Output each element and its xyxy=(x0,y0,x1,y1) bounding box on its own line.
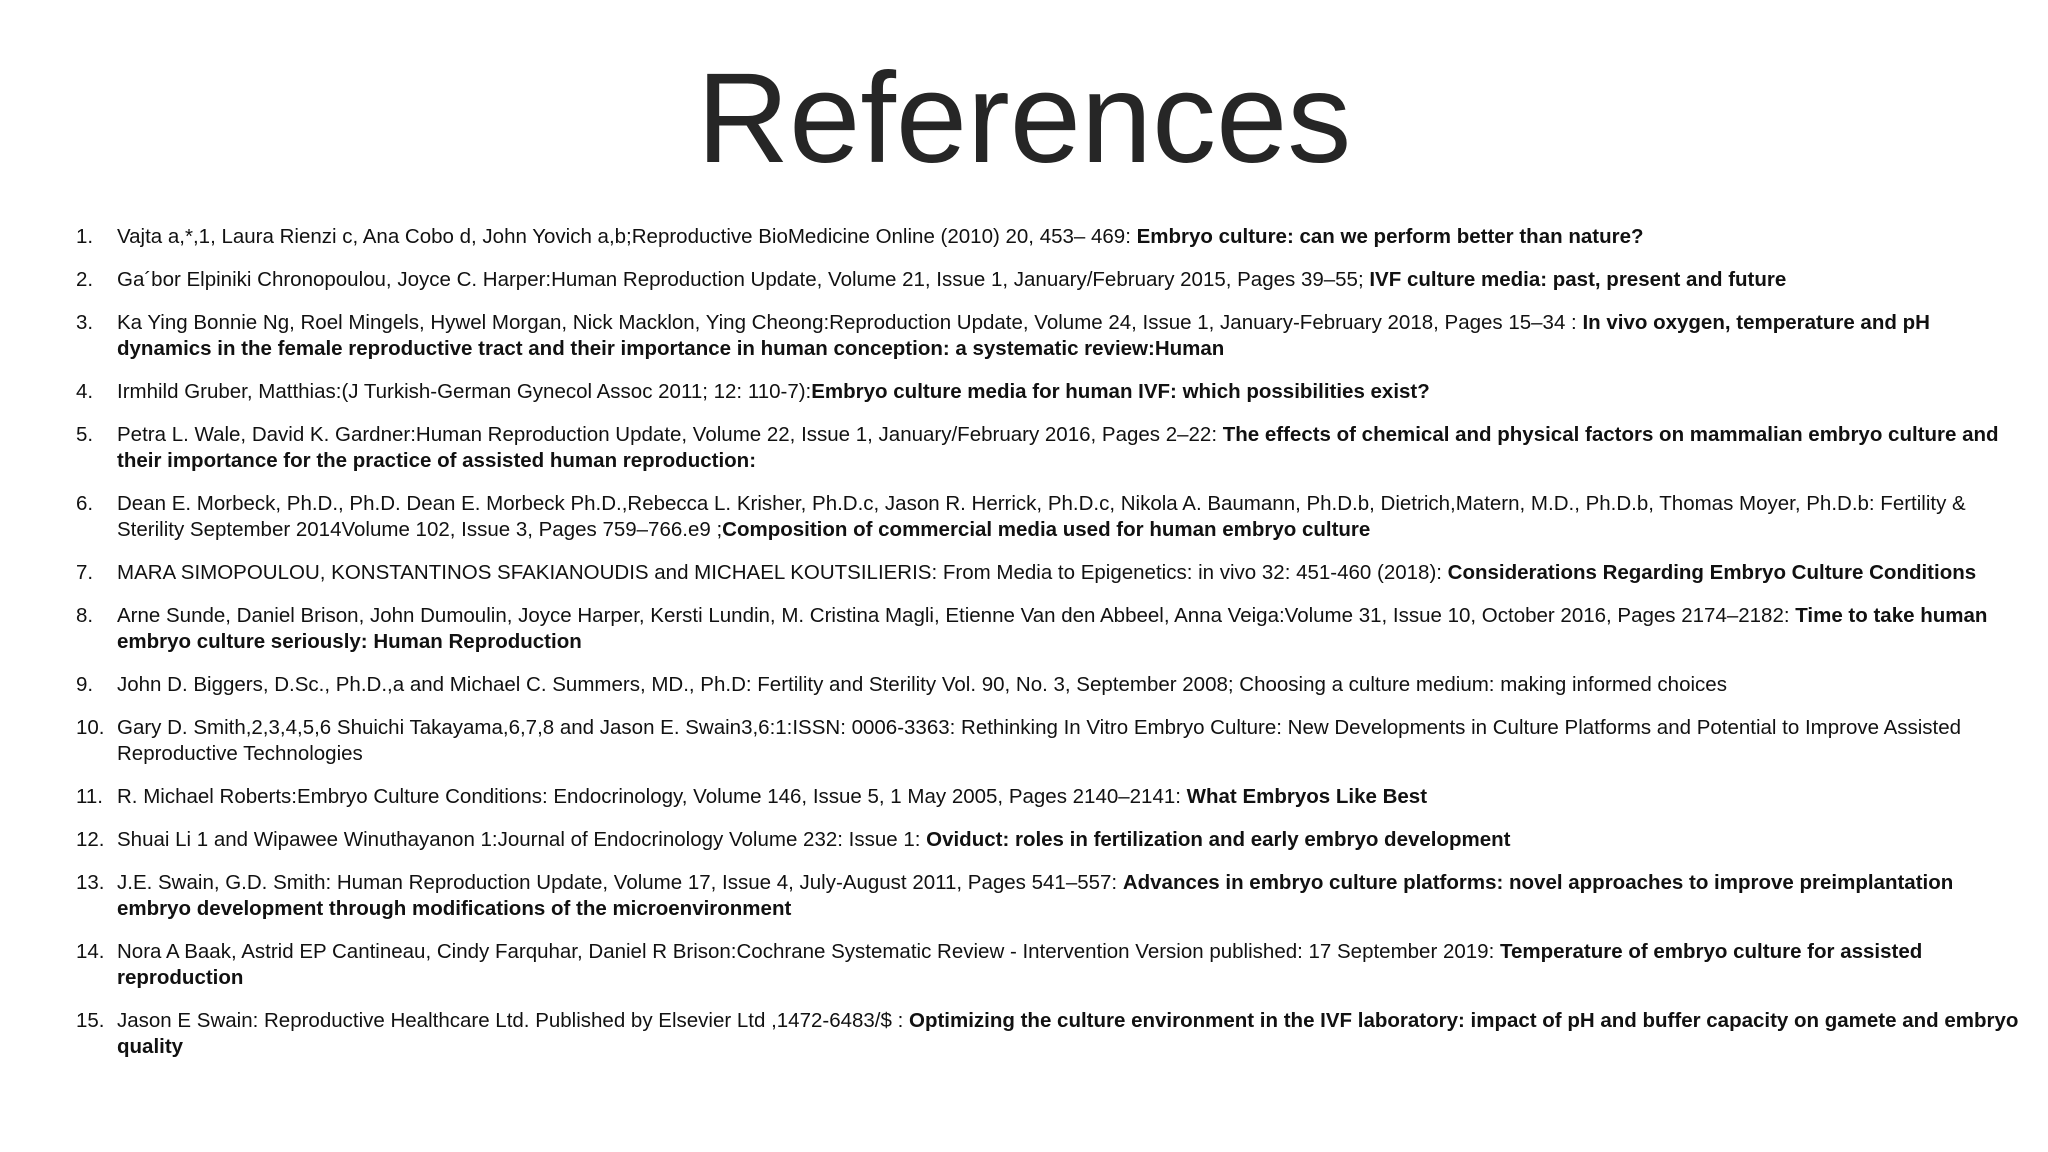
reference-number: 5. xyxy=(76,423,94,446)
reference-item xyxy=(76,267,2026,293)
reference-title: Advances in embryo culture platforms: novel approaches to improve preimplantation embryo development through modifications of the microenvironment xyxy=(117,871,1954,920)
reference-citation: J.E. Swain, G.D. Smith: Human Reproduction Update, Volume 17, Issue 4, July-August 2011, Pages 541–557: xyxy=(117,871,1123,894)
reference-number: 10. xyxy=(76,716,105,739)
reference-item xyxy=(76,784,2026,810)
reference-item xyxy=(76,1008,2026,1060)
reference-title: In vivo oxygen, temperature and pH dynamics in the female reproductive tract and their importance in human conception: a systematic review:Human xyxy=(117,311,1930,360)
reference-item xyxy=(76,939,2026,991)
reference-title: IVF culture media: past, present and future xyxy=(1369,268,1787,291)
reference-number: 1. xyxy=(76,225,94,248)
reference-title: The effects of chemical and physical factors on mammalian embryo culture and their importance for the practice of assisted human reproduction: xyxy=(117,423,1999,472)
reference-citation: Arne Sunde, Daniel Brison, John Dumoulin, Joyce Harper, Kersti Lundin, M. Cristina Magli, Etienne Van den Abbeel, Anna Veiga:Volume 31, Issue 10, October 2016, Pages 2174–2182: xyxy=(117,604,1796,627)
reference-number: 11. xyxy=(76,785,103,808)
reference-number: 3. xyxy=(76,311,94,334)
reference-title: Embryo culture: can we perform better than nature? xyxy=(1136,225,1644,248)
reference-citation: Ga´bor Elpiniki Chronopoulou, Joyce C. Harper:Human Reproduction Update, Volume 21, Issue 1, January/February 2015, Pages 39–55; xyxy=(117,268,1370,291)
reference-item xyxy=(76,603,2026,655)
reference-item xyxy=(76,310,2026,362)
reference-citation: Nora A Baak, Astrid EP Cantineau, Cindy Farquhar, Daniel R Brison:Cochrane Systematic Review - Intervention Version published: 17 September 2019: xyxy=(117,940,1500,963)
reference-item xyxy=(76,224,2026,250)
reference-number: 4. xyxy=(76,380,94,403)
reference-item xyxy=(76,672,2026,698)
reference-list xyxy=(76,224,2026,1077)
reference-item xyxy=(76,491,2026,543)
reference-title: Optimizing the culture environment in the IVF laboratory: impact of pH and buffer capacity on gamete and embryo quality xyxy=(117,1009,2019,1058)
reference-number: 9. xyxy=(76,673,94,696)
reference-number: 14. xyxy=(76,940,105,963)
reference-number: 6. xyxy=(76,492,94,515)
reference-title: Time to take human embryo culture seriously: Human Reproduction xyxy=(117,604,1988,653)
reference-title: What Embryos Like Best xyxy=(1186,785,1428,808)
reference-number: 12. xyxy=(76,828,105,851)
reference-citation: MARA SIMOPOULOU, KONSTANTINOS SFAKIANOUDIS and MICHAEL KOUTSILIERIS: From Media to Epigenetics: in vivo 32: 451-460 (2018): xyxy=(117,561,1448,584)
page-title: References xyxy=(696,47,1352,190)
reference-citation: R. Michael Roberts:Embryo Culture Conditions: Endocrinology, Volume 146, Issue 5, 1 May 2005, Pages 2140–2141: xyxy=(117,785,1187,808)
reference-number: 15. xyxy=(76,1009,105,1032)
reference-citation: John D. Biggers, D.Sc., Ph.D.,a and Michael C. Summers, MD., Ph.D: Fertility and Sterility Vol. 90, No. 3, September 2008; Choosing a culture medium: making informed choices xyxy=(117,673,1727,696)
reference-number: 2. xyxy=(76,268,94,291)
reference-item xyxy=(76,870,2026,922)
reference-title: Temperature of embryo culture for assisted reproduction xyxy=(117,940,1923,989)
reference-title: Oviduct: roles in fertilization and early embryo development xyxy=(926,828,1511,851)
reference-title: Composition of commercial media used for human embryo culture xyxy=(722,518,1371,541)
reference-citation: Gary D. Smith,2,3,4,5,6 Shuichi Takayama,6,7,8 and Jason E. Swain3,6:1:ISSN: 0006-3363: Rethinking In Vitro Embryo Culture: New Developments in Culture Platforms and Potential to Improve Assisted Reproductive Technologies xyxy=(117,716,1962,765)
reference-citation: Ka Ying Bonnie Ng, Roel Mingels, Hywel Morgan, Nick Macklon, Ying Cheong:Reproduction Update, Volume 24, Issue 1, January-February 2018, Pages 15–34 : xyxy=(117,311,1583,334)
reference-citation: Dean E. Morbeck, Ph.D., Ph.D. Dean E. Morbeck Ph.D.,Rebecca L. Krisher, Ph.D.c, Jason R. Herrick, Ph.D.c, Nikola A. Baumann, Ph.D.b, Dietrich,Matern, M.D., Ph.D.b, Thomas Moyer, Ph.D.b: Fertility & Sterility September 2014Volume 102, Issue 3, Pages 759–766.e9 ; xyxy=(117,492,1966,541)
reference-number: 7. xyxy=(76,561,94,584)
reference-title: Embryo culture media for human IVF: which possibilities exist? xyxy=(811,380,1430,403)
reference-title: Considerations Regarding Embryo Culture Conditions xyxy=(1447,561,1977,584)
reference-item xyxy=(76,827,2026,853)
reference-number: 13. xyxy=(76,871,105,894)
reference-citation: Petra L. Wale, David K. Gardner:Human Reproduction Update, Volume 22, Issue 1, January/February 2016, Pages 2–22: xyxy=(117,423,1223,446)
reference-citation: Shuai Li 1 and Wipawee Winuthayanon 1:Journal of Endocrinology Volume 232: Issue 1: xyxy=(117,828,927,851)
reference-item xyxy=(76,560,2026,586)
reference-citation: Vajta a,*,1, Laura Rienzi c, Ana Cobo d, John Yovich a,b;Reproductive BioMedicine Online (2010) 20, 453– 469: xyxy=(117,225,1137,248)
reference-citation: Jason E Swain: Reproductive Healthcare Ltd. Published by Elsevier Ltd ,1472-6483/$ : xyxy=(117,1009,909,1032)
reference-item xyxy=(76,422,2026,474)
reference-item xyxy=(76,715,2026,767)
reference-number: 8. xyxy=(76,604,94,627)
reference-item xyxy=(76,379,2026,405)
reference-citation: Irmhild Gruber, Matthias:(J Turkish-German Gynecol Assoc 2011; 12: 110-7): xyxy=(117,380,812,403)
